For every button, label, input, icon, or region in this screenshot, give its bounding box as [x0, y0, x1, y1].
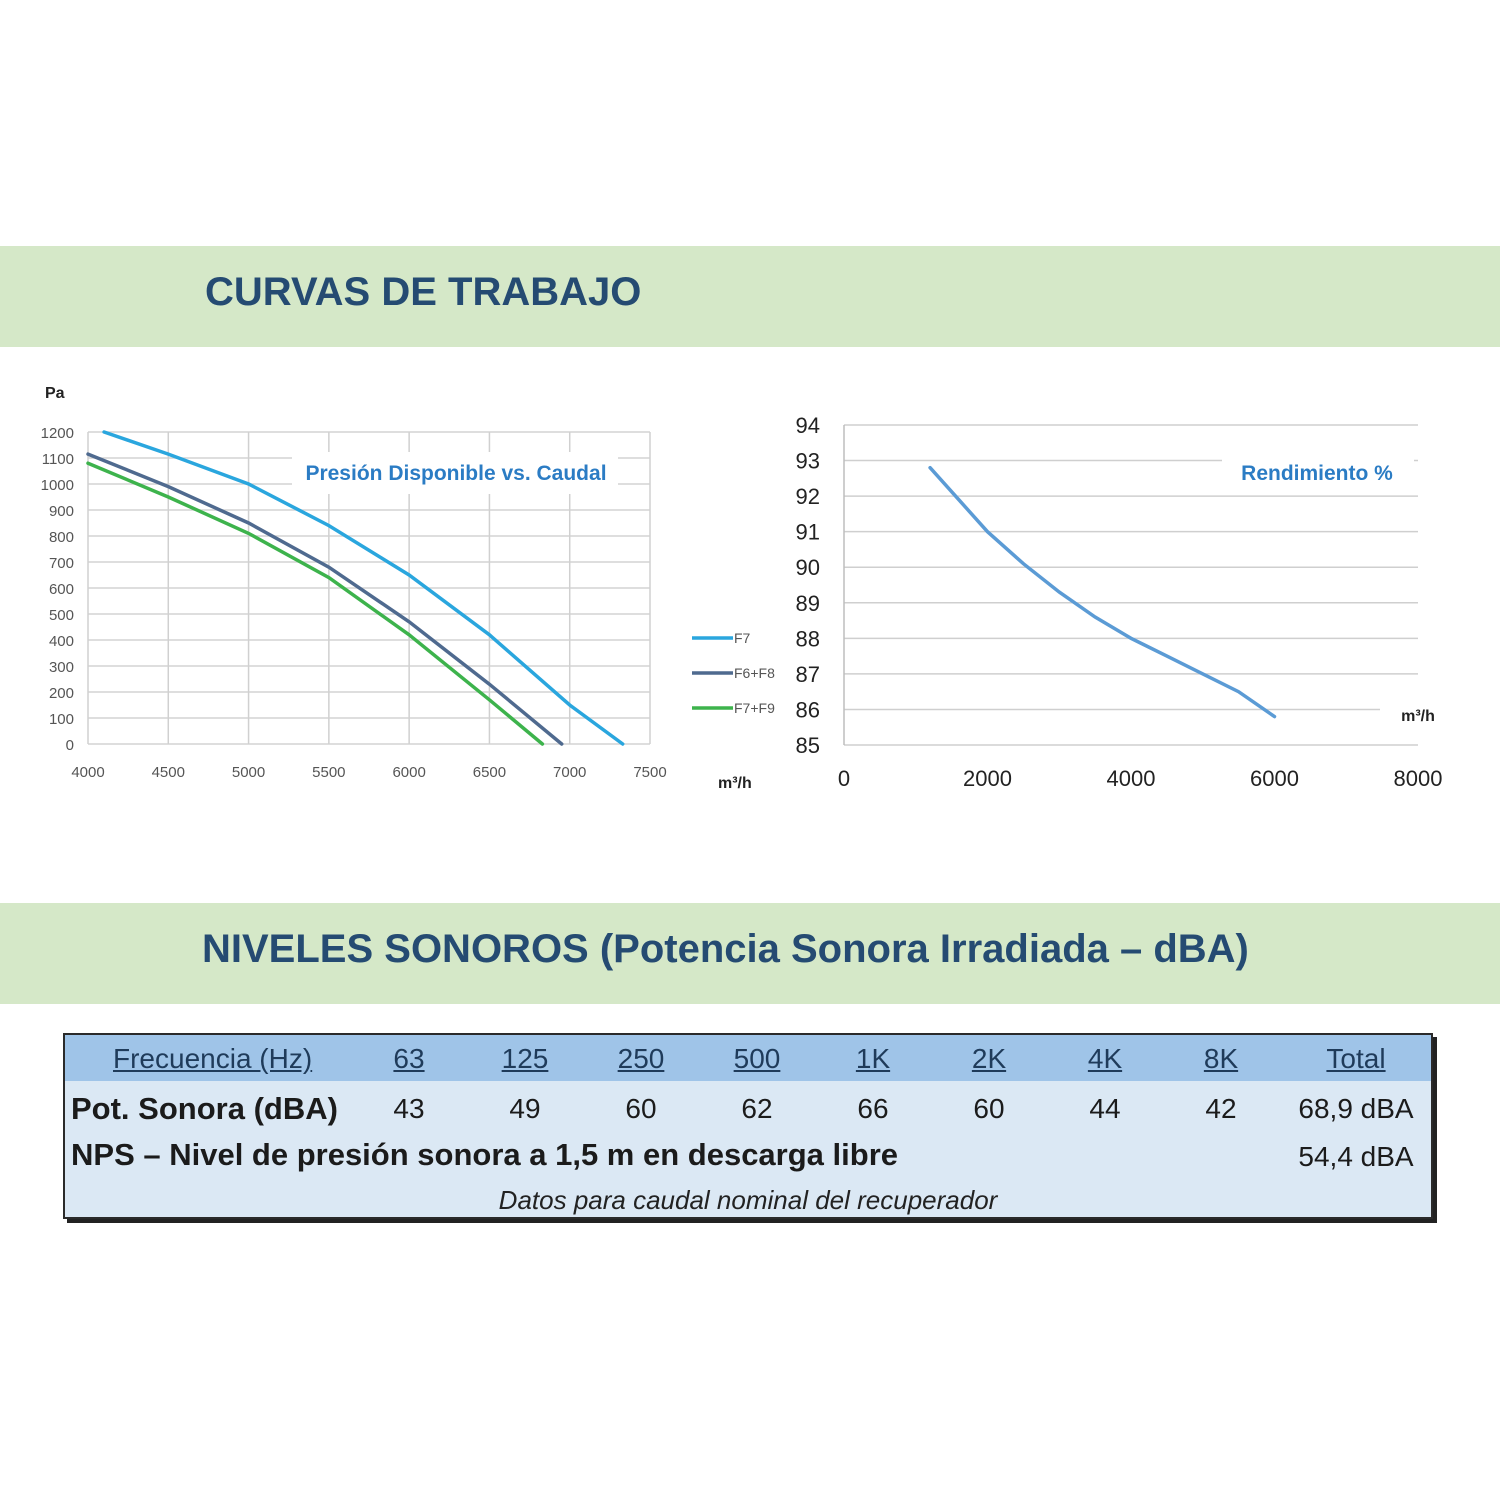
chart1-y-tick-label: 200 [48, 685, 74, 702]
chart1-y-tick-label: 500 [48, 607, 74, 624]
freq-250: 250 [617, 1043, 665, 1074]
chart2-y-tick-label: 85 [795, 733, 820, 758]
chart2-x-tick-label: 0 [837, 766, 851, 791]
chart2-y-tick-label: 86 [795, 697, 820, 723]
chart2-y-tick-label: 89 [795, 590, 820, 616]
chart2-y-tick-label: 93 [795, 448, 820, 474]
chart1-y-tick-label: 1200 [40, 425, 74, 442]
chart1-y-tick-label: 400 [48, 633, 74, 650]
chart2-y-tick-label: 92 [795, 484, 820, 510]
chart2-y-tick-label: 90 [795, 555, 820, 581]
frequency-header: Frecuencia (Hz) [113, 1043, 313, 1074]
chart2-x-tick-label: 6000 [1250, 766, 1299, 791]
freq-4k: 4K [1087, 1043, 1123, 1074]
freq-125: 125 [501, 1043, 549, 1074]
chart2-series-line [930, 468, 1274, 717]
sound-levels-title: NIVELES SONOROS (Potencia Sonora Irradiada – dBA) [202, 927, 1249, 971]
chart1-y-tick-label: 1000 [40, 477, 74, 494]
power-value-125: 49 [509, 1093, 541, 1124]
chart1-x-tick-label: 4000 [71, 764, 105, 781]
nps-row-label: NPS – Nivel de presión sonora a 1,5 m en descarga libre [71, 1137, 898, 1172]
chart1-series-line-f7-f9 [88, 463, 542, 744]
freq-500: 500 [733, 1043, 781, 1074]
power-value-2k: 60 [973, 1093, 1005, 1124]
table-header-row [65, 1035, 1431, 1081]
power-value-63: 43 [393, 1093, 425, 1124]
chart1-y-tick-label: 800 [48, 529, 74, 546]
chart1-y-tick-label: 900 [48, 503, 74, 520]
chart2-y-tick-label: 88 [795, 626, 820, 652]
chart1-title: Presión Disponible vs. Caudal [305, 462, 607, 485]
freq-8k: 8K [1203, 1043, 1239, 1074]
legend-label-f7: F7 [734, 630, 751, 646]
legend-label-f7-f9: F7+F9 [734, 700, 775, 716]
chart1-y-axis-label: Pa [45, 385, 65, 402]
freq-63: 63 [393, 1043, 425, 1074]
chart1-x-tick-label: 5500 [312, 764, 346, 781]
power-value-4k: 44 [1089, 1093, 1121, 1124]
chart1-y-tick-label: 600 [48, 581, 74, 598]
chart1-x-tick-label: 5000 [231, 764, 266, 781]
chart2-x-axis-label: m³/h [1401, 708, 1435, 725]
chart2-x-tick-label: 2000 [963, 766, 1012, 791]
nps-total: 54,4 dBA [1298, 1141, 1414, 1172]
power-value-8k: 42 [1205, 1093, 1237, 1124]
legend-label-f6-f8: F6+F8 [734, 665, 775, 681]
chart2-x-tick-label: 8000 [1393, 766, 1443, 791]
chart1-y-tick-label: 700 [48, 555, 74, 572]
table-footnote: Datos para caudal nominal del recuperador [498, 1185, 998, 1215]
power-value-250: 60 [625, 1093, 657, 1124]
power-value-500: 62 [741, 1093, 773, 1124]
power-total: 68,9 dBA [1298, 1093, 1414, 1124]
total-header: Total [1326, 1043, 1386, 1074]
chart1-x-tick-label: 4500 [151, 764, 185, 781]
chart1-x-tick-label: 7000 [553, 764, 587, 781]
chart1-y-tick-label: 1100 [41, 451, 74, 468]
power-value-1k: 66 [857, 1093, 889, 1124]
chart1-x-axis-label: m³/h [718, 775, 752, 792]
power-row-label: Pot. Sonora (dBA) [71, 1091, 338, 1126]
chart1-x-tick-label: 7500 [633, 764, 667, 781]
work-curves-title: CURVAS DE TRABAJO [205, 270, 642, 314]
freq-1k: 1K [855, 1043, 891, 1074]
chart1-x-tick-label: 6500 [472, 764, 507, 781]
chart1-y-tick-label: 100 [48, 711, 74, 728]
chart2-x-tick-label: 4000 [1106, 766, 1156, 791]
chart2-y-tick-label: 87 [795, 661, 820, 687]
chart2-y-tick-label: 91 [795, 519, 820, 545]
sound-levels-banner [0, 903, 1500, 1004]
chart1-x-tick-label: 6000 [392, 764, 426, 781]
sound-levels-table [63, 1033, 1433, 1219]
freq-2k: 2K [971, 1043, 1007, 1074]
chart2-y-tick-label: 94 [795, 413, 820, 438]
chart2-title: Rendimiento % [1241, 462, 1393, 485]
chart1-y-tick-label: 0 [65, 737, 74, 754]
chart1-y-tick-label: 300 [48, 659, 74, 676]
